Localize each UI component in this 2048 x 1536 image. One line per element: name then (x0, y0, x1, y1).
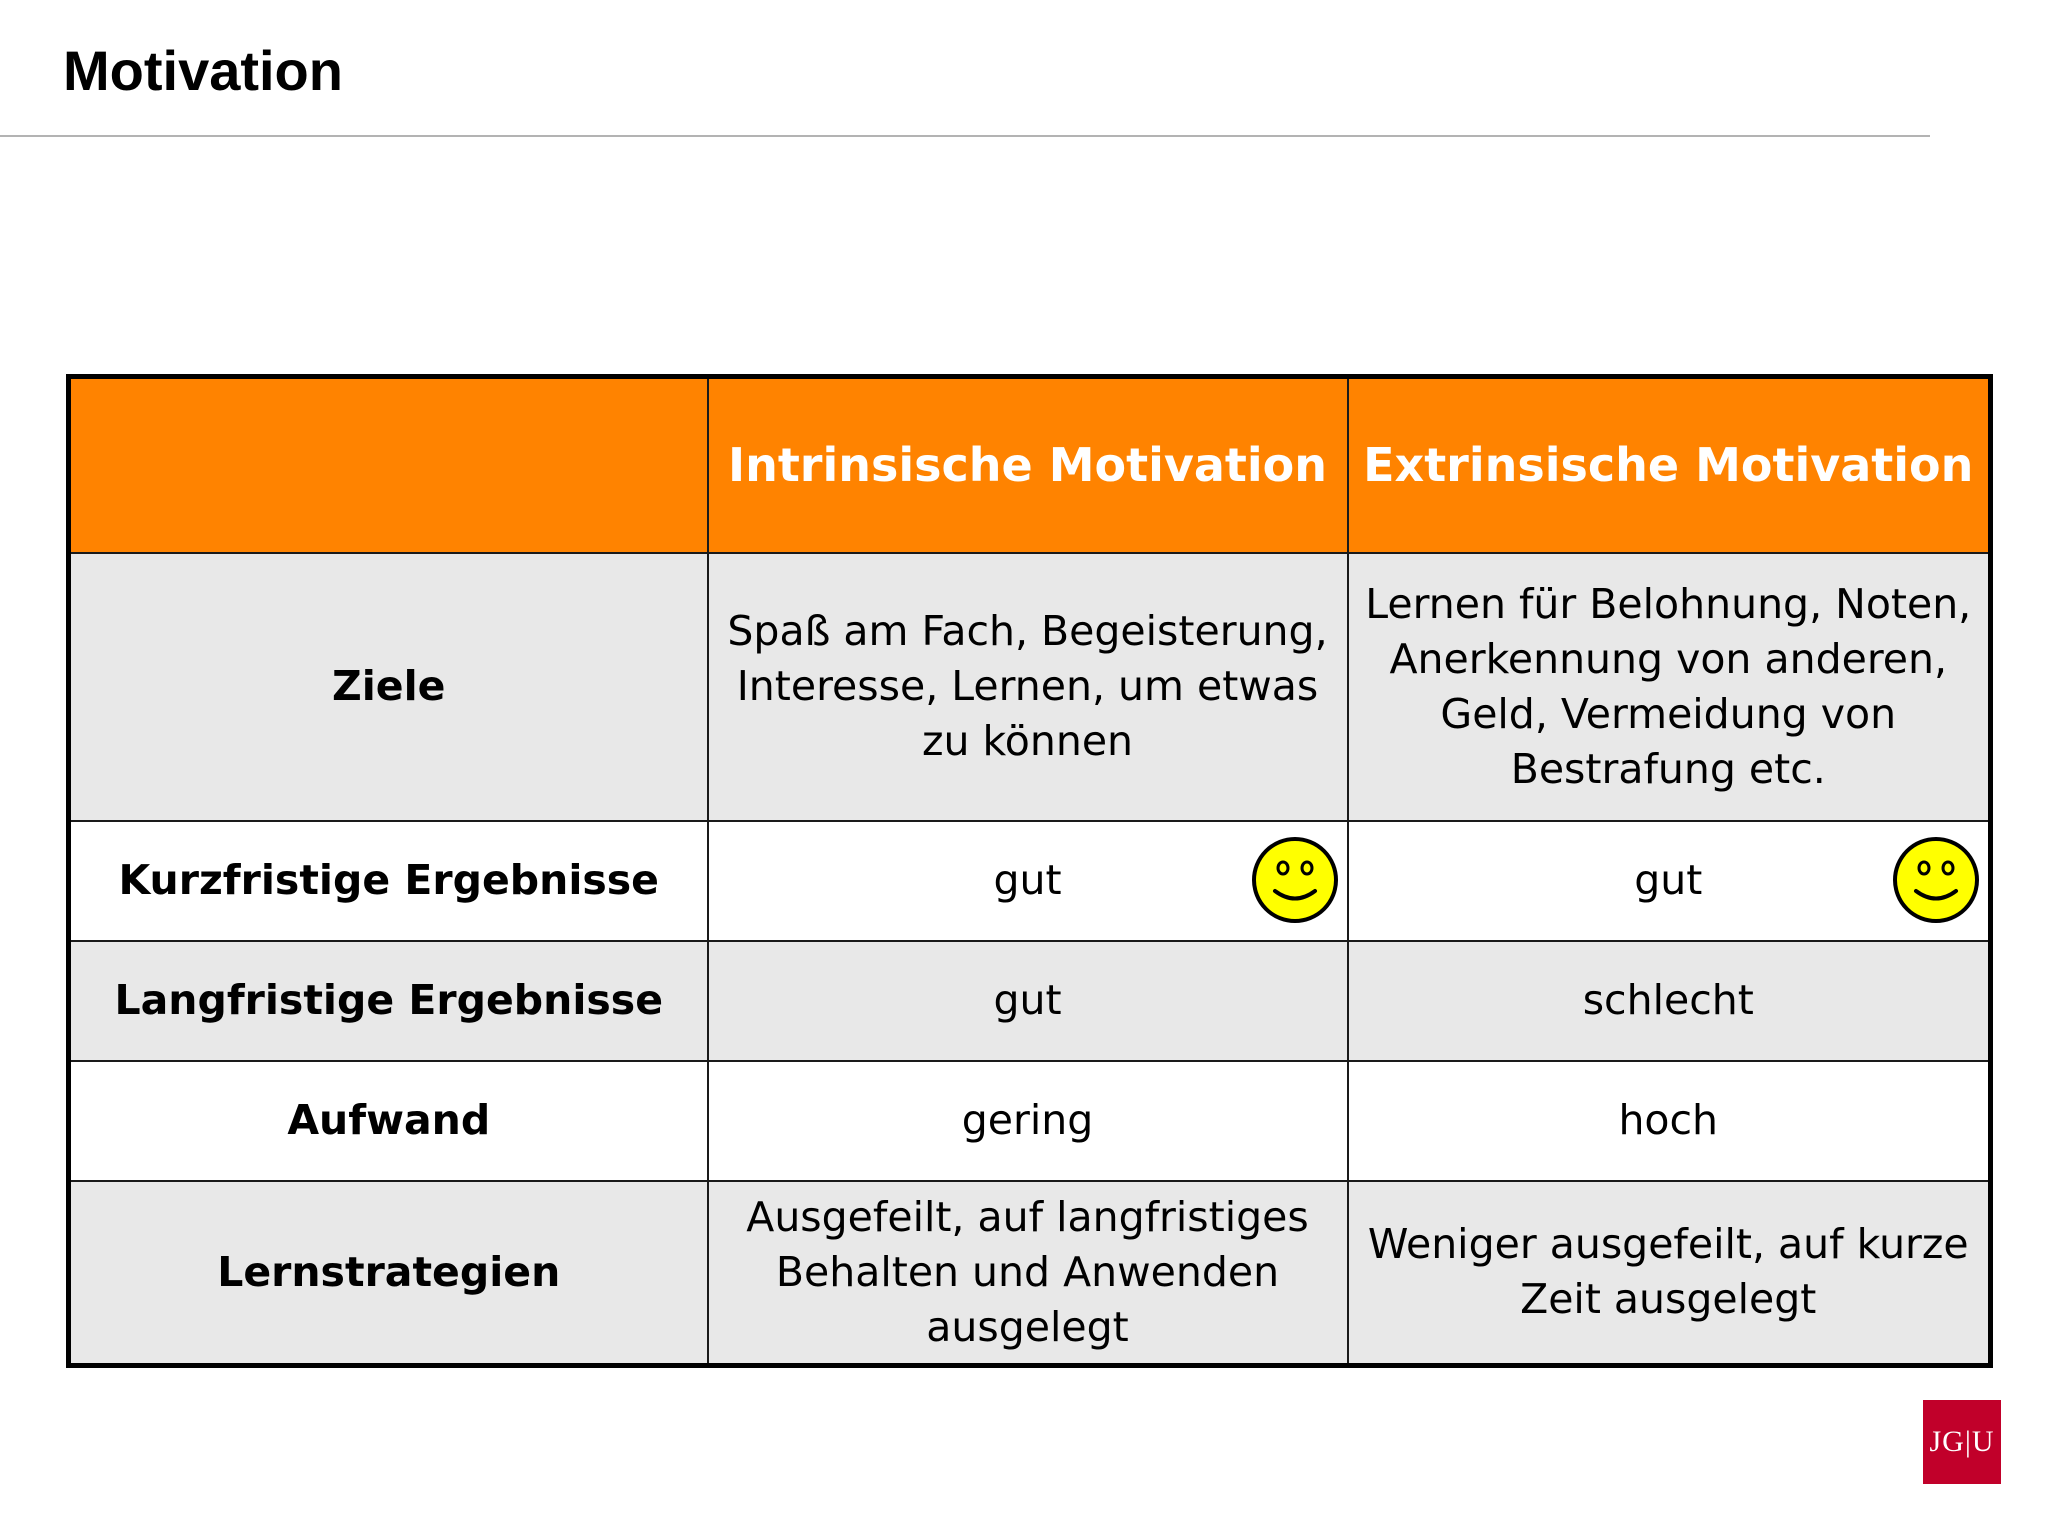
row-label-langfristige-ergebnisse: Langfristige Ergebnisse (69, 941, 708, 1061)
cell-kurzfristig-intrinsic-text: gut (993, 856, 1062, 904)
cell-langfristig-intrinsic: gut (708, 941, 1348, 1061)
table-row-kurzfristige-ergebnisse (69, 821, 1991, 941)
cell-langfristig-extrinsic: schlecht (1348, 941, 1991, 1061)
cell-aufwand-extrinsic: hoch (1348, 1061, 1991, 1181)
header-extrinsic: Extrinsische Motivation (1348, 377, 1991, 553)
cell-lernstrategien-extrinsic: Weniger ausgefeilt, auf kurze Zeit ausgelegt (1348, 1181, 1991, 1366)
jgu-logo (1923, 1400, 2001, 1484)
row-label-aufwand: Aufwand (69, 1061, 708, 1181)
jgu-logo-text: JG|U (1929, 1425, 1995, 1458)
title-divider (0, 135, 1930, 137)
row-label-lernstrategien: Lernstrategien (69, 1181, 708, 1366)
table-row-aufwand (69, 1061, 1991, 1181)
cell-ziele-extrinsic: Lernen für Belohnung, Noten, Anerkennung von anderen, Geld, Vermeidung von Bestrafung etc. (1348, 553, 1991, 821)
table-row-lernstrategien (69, 1181, 1991, 1366)
row-label-ziele: Ziele (69, 553, 708, 821)
cell-ziele-intrinsic: Spaß am Fach, Begeisterung, Interesse, Lernen, um etwas zu können (708, 553, 1348, 821)
cell-aufwand-intrinsic: gering (708, 1061, 1348, 1181)
cell-kurzfristig-intrinsic (708, 821, 1348, 941)
header-empty-cell (69, 377, 708, 553)
smiley-icon (1892, 836, 1980, 924)
cell-lernstrategien-intrinsic: Ausgefeilt, auf langfristiges Behalten und Anwenden ausgelegt (708, 1181, 1348, 1366)
table-row-langfristige-ergebnisse (69, 941, 1991, 1061)
slide-title: Motivation (63, 39, 343, 102)
table-row-ziele (69, 553, 1991, 821)
header-intrinsic: Intrinsische Motivation (708, 377, 1348, 553)
cell-kurzfristig-extrinsic-text: gut (1634, 856, 1703, 904)
row-label-kurzfristige-ergebnisse: Kurzfristige Ergebnisse (69, 821, 708, 941)
table-header-row (69, 377, 1991, 553)
smiley-icon (1251, 836, 1339, 924)
cell-kurzfristig-extrinsic (1348, 821, 1991, 941)
motivation-comparison-table (66, 374, 1993, 1368)
